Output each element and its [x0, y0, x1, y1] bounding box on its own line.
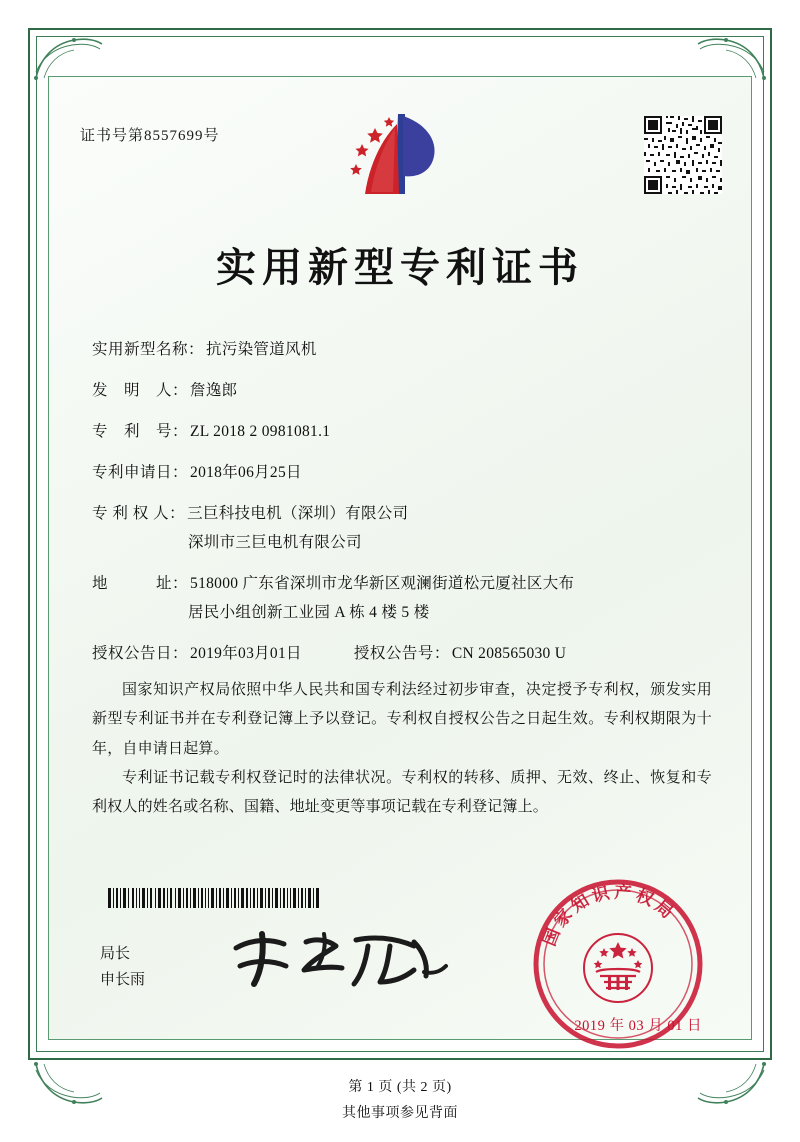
- svg-text:家: 家: [550, 905, 577, 932]
- address-second-line: 居民小组创新工业园 A 栋 4 楼 5 楼: [188, 604, 430, 622]
- grant-date-value: 2019年03月01日: [190, 645, 302, 663]
- field-value: ZL 2018 2 0981081.1: [190, 423, 331, 441]
- field-row-grant-announcement: [92, 642, 712, 666]
- svg-text:权: 权: [632, 885, 657, 911]
- svg-text:局: 局: [650, 896, 677, 923]
- director-name: 申长雨: [100, 971, 146, 988]
- field-label: 地 址：: [92, 575, 189, 593]
- grant-number-value: CN 208565030 U: [451, 645, 567, 663]
- field-list: [92, 338, 712, 683]
- legal-paragraph-2-text: 专利证书记载专利权登记时的法律状况。专利权的转移、质押、无效、终止、恢复和专利权人的姓名或名称、国籍、地址变更等事项记载在专利登记簿上。: [92, 770, 712, 816]
- field-label: 发 明 人：: [92, 382, 189, 400]
- grant-date-label: 授权公告日：: [92, 645, 189, 663]
- field-label: 专利申请日：: [92, 464, 189, 482]
- field-value: 詹逸郎: [190, 382, 238, 400]
- field-row-patentee: [92, 502, 712, 526]
- corner-ornament-icon: [696, 34, 766, 80]
- barcode: [108, 888, 320, 908]
- svg-text:知: 知: [567, 890, 593, 917]
- svg-text:产: 产: [613, 882, 633, 904]
- qr-code: [644, 116, 722, 194]
- field-row-address: [92, 572, 712, 596]
- legal-paragraph-2: [92, 764, 712, 823]
- cnipa-logo-icon: [335, 108, 465, 208]
- field-value: 抗污染管道风机: [206, 341, 317, 358]
- signature-block: [100, 942, 145, 993]
- footer-note: 其他事项参见背面: [342, 1106, 458, 1121]
- field-label: 专 利 号：: [92, 423, 189, 441]
- grant-number-label: 授权公告号：: [353, 645, 450, 663]
- legal-paragraph-1: [92, 676, 712, 764]
- field-value: 518000 广东省深圳市龙华新区观澜街道松元厦社区大布: [190, 575, 575, 593]
- certificate-content: [48, 76, 752, 1095]
- field-row-application-date: [92, 461, 712, 485]
- certificate-number: 证书号第8557699号: [80, 128, 220, 144]
- field-row-inventor: [92, 379, 712, 403]
- svg-text:国: 国: [539, 925, 565, 950]
- field-label: 实用新型名称：: [92, 341, 205, 358]
- page-title: 实用新型专利证书: [216, 244, 584, 291]
- corner-ornament-icon: [34, 34, 104, 80]
- director-role-label: 局长: [100, 946, 131, 962]
- field-row-patent-number: [92, 420, 712, 444]
- seal-date: 2019 年 03 月 01 日: [574, 1018, 702, 1034]
- field-value: 2018年06月25日: [190, 464, 302, 482]
- field-label: 专 利 权 人：: [92, 505, 186, 523]
- field-value: 三巨科技电机（深圳）有限公司: [187, 505, 409, 523]
- field-row-utility-model-name: [92, 338, 712, 362]
- legal-paragraph-1-text: 国家知识产权局依照中华人民共和国专利法经过初步审查，决定授予专利权，颁发实用新型专利证书并在专利登记簿上予以登记。专利权自授权公告之日起生效。专利权期限为十年，自申请日起算。: [92, 682, 712, 757]
- page-number: 第 1 页 (共 2 页): [348, 1080, 452, 1095]
- svg-text:识: 识: [590, 883, 612, 907]
- handwritten-signature: [228, 926, 458, 992]
- patentee-second-line: 深圳市三巨电机有限公司: [188, 534, 362, 552]
